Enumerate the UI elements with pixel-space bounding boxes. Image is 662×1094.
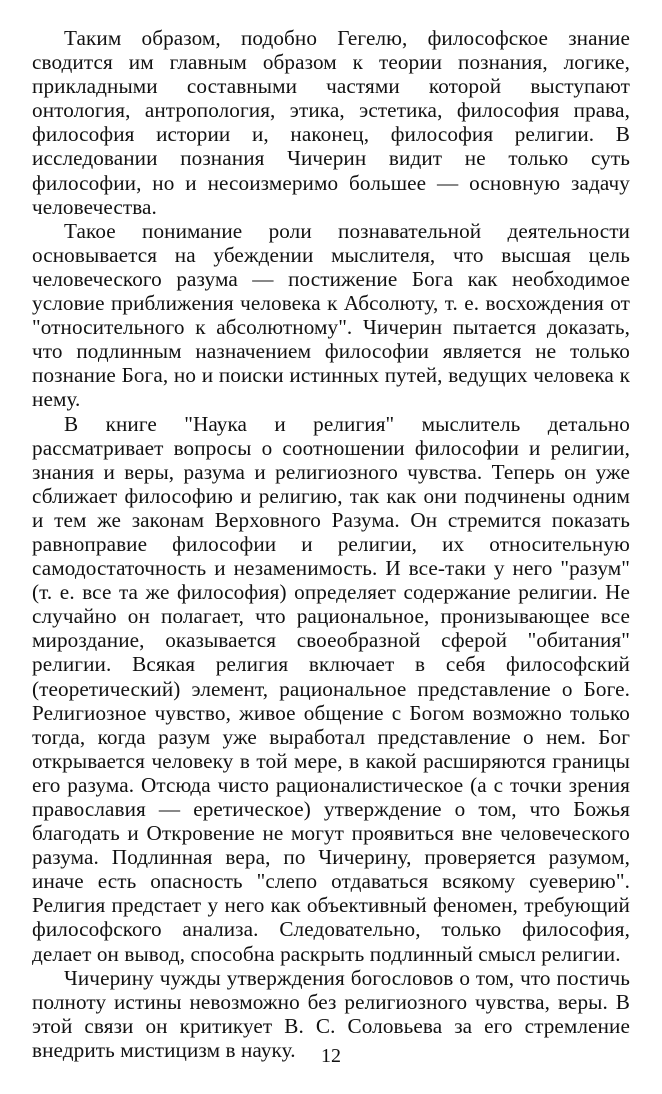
page-body — [32, 26, 630, 1062]
paragraph-3: В книге "Наука и религия" мыслитель детально рассматривает вопросы о соотношении философии и религии, знания и веры, разума и религиозного чувства. Теперь он уже сближает философию и религию, так как они подчинены одним и тем же законам Верховного Разума. Он стремится показать равноправие философии и религии, их относительную самодостаточность и незаменимость. И все-таки у него "разум" (т. е. все та же философия) определяет содержание религии. Не случайно он полагает, что рациональное, пронизывающее все мироздание, оказывается своеобразной сферой "обитания" религии. Всякая религия включает в себя философский (теоретический) элемент, рациональное представление о Боге. Религиозное чувство, живое общение с Богом возможно только тогда, когда разум уже выработал представление о нем. Бог открывается человеку в той мере, в какой расширяются границы его разума. Отсюда чисто рационалистическое (а с точки зрения православия — еретическое) утверждение о том, что Божья благодать и Откровение не могут проявиться вне человеческого разума. Подлинная вера, по Чичерину, проверяется разумом, иначе есть опасность "слепо отдаваться всякому суеверию". Религия предстает у него как объективный феномен, требующий философского анализа. Следовательно, только философия, делает он вывод, способна раскрыть подлинный смысл религии. — [32, 411, 630, 966]
page-number: 12 — [321, 1045, 341, 1067]
paragraph-2: Такое понимание роли познавательной деятельности основывается на убеждении мыслителя, что высшая цель человеческого разума — постижение Бога как необходимое условие приближения человека к Абсолюту, т. е. восхождения от "относительного к абсолютному". Чичерин пытается доказать, что подлинным назначением философии является не только познание Бога, но и поиски истинных путей, ведущих человека к нему. — [32, 218, 630, 412]
paragraph-4: Чичерину чужды утверждения богословов о том, что постичь полноту истины невозможно без религиозного чувства, веры. В этой связи он критикует В. С. Соловьева за его стремление внедрить мистицизм в науку. — [32, 965, 630, 1062]
paragraph-1: Таким образом, подобно Гегелю, философское знание сводится им главным образом к теории познания, логике, прикладными составными частями которой выступают онтология, антропология, этика, эстетика, философия права, философия истории и, наконец, философия религии. В исследовании познания Чичерин видит не только суть философии, но и несоизмеримо большее — основную задачу человечества. — [32, 26, 630, 219]
